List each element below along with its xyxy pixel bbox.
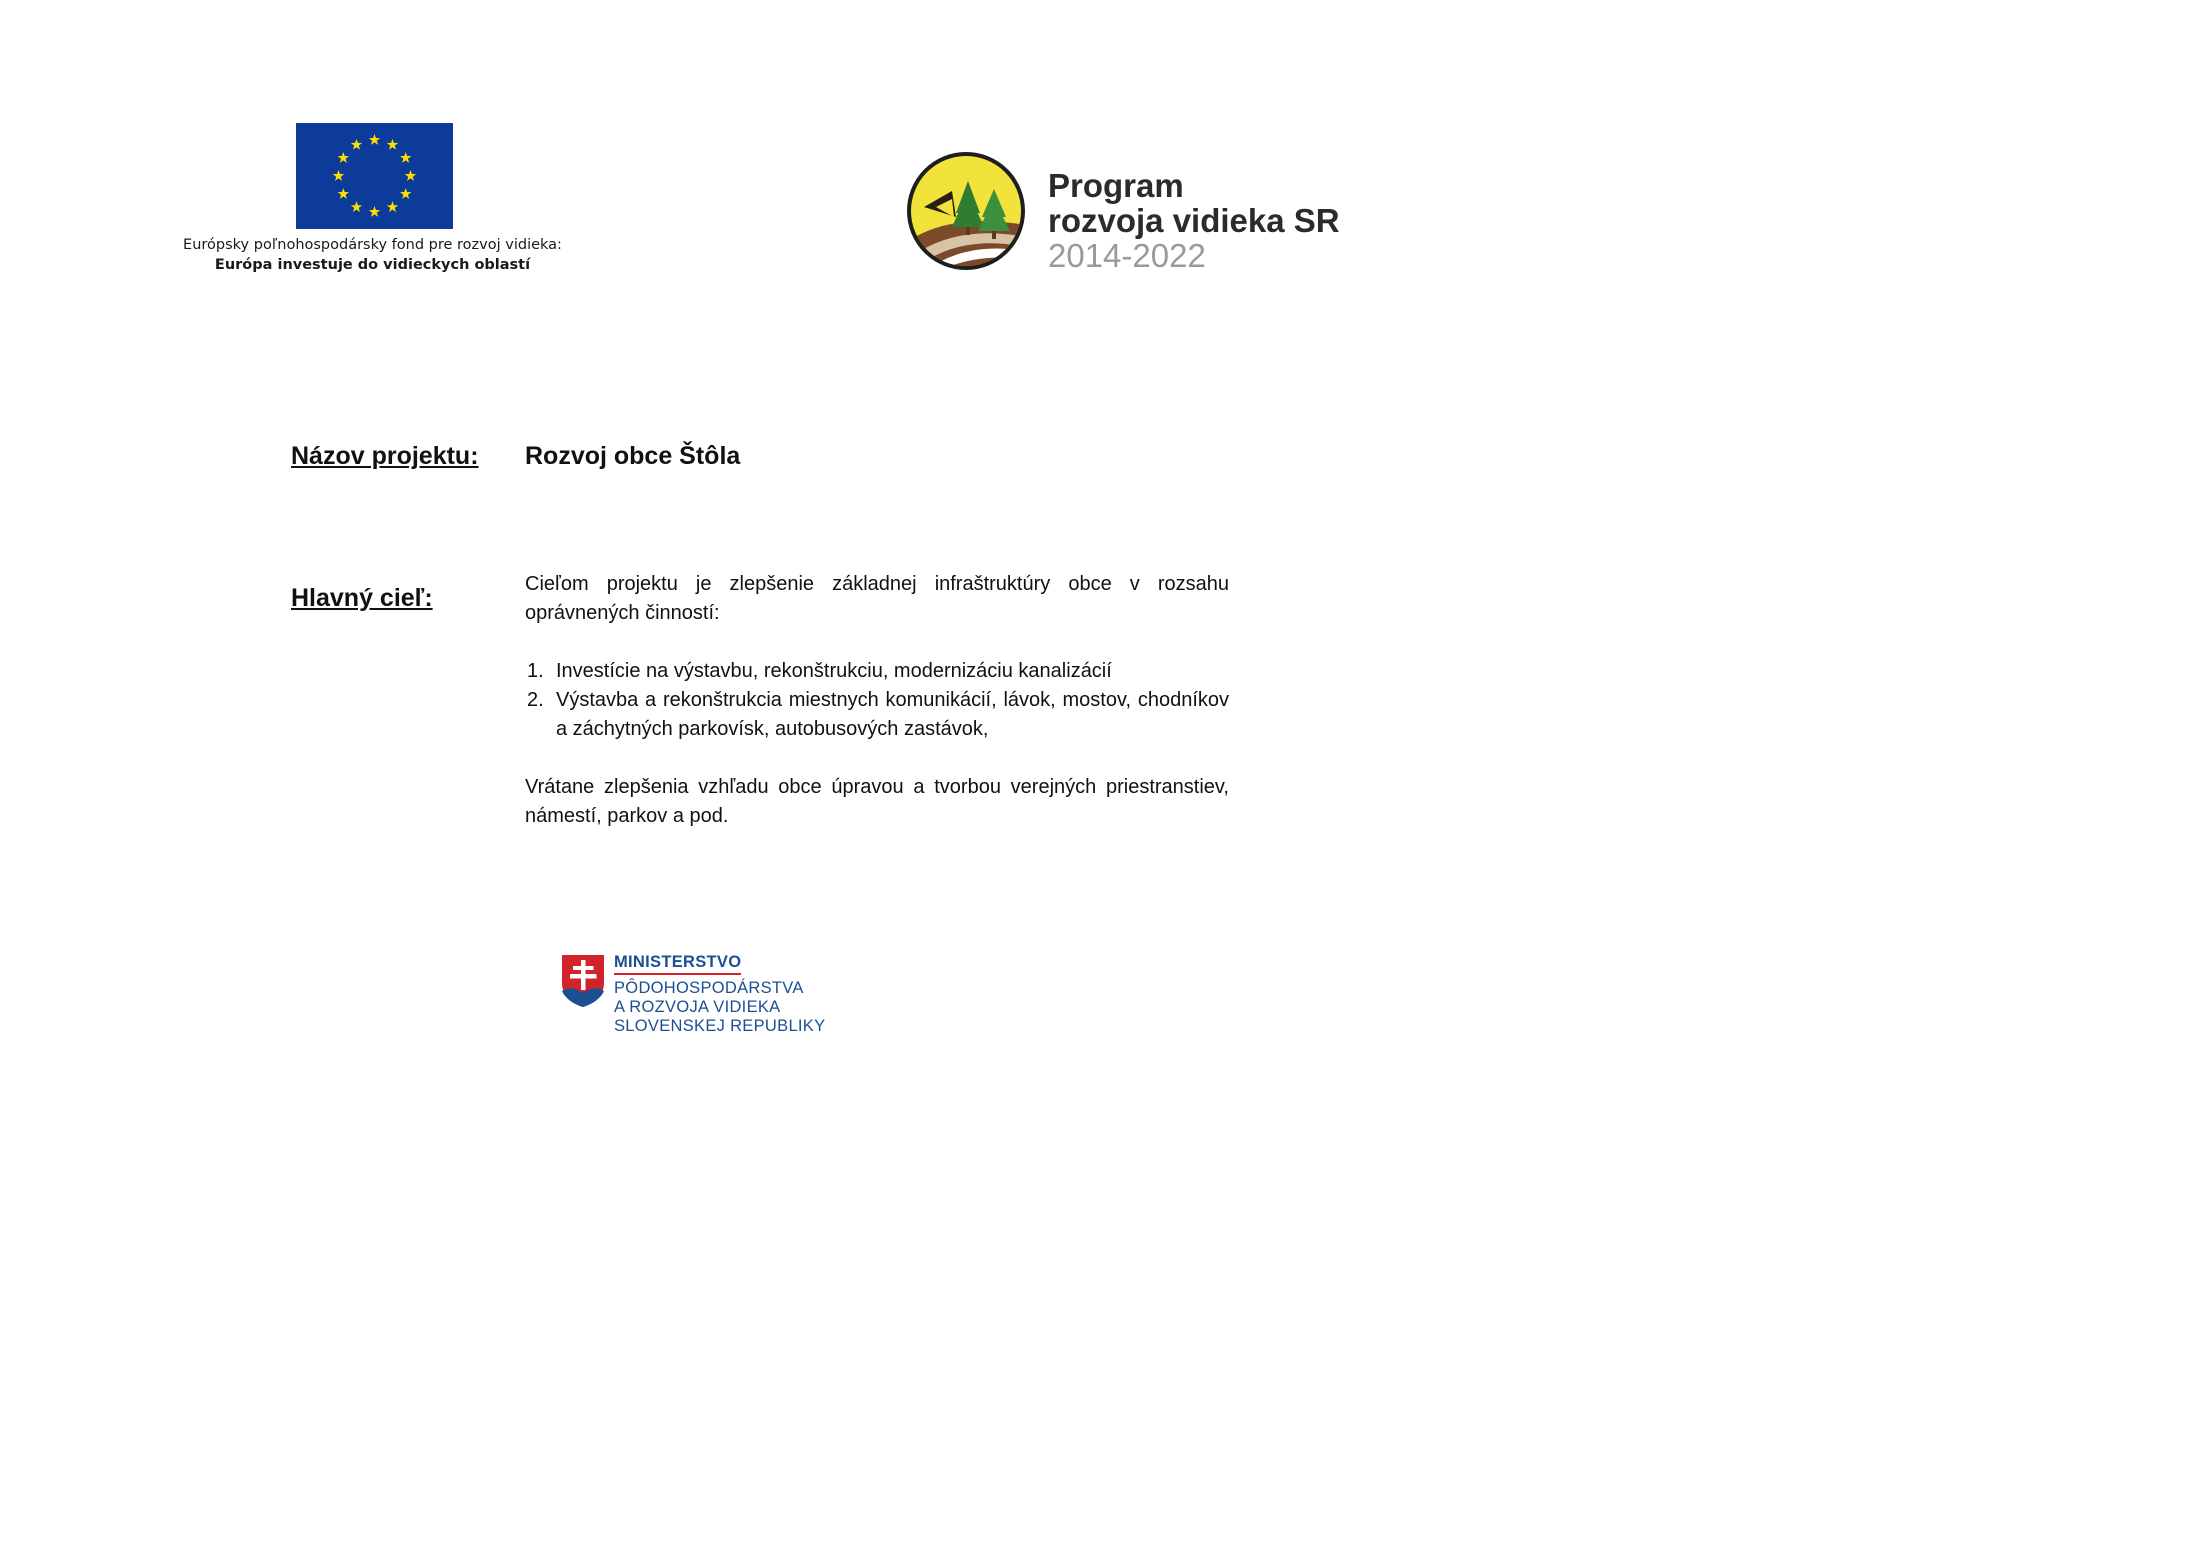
main-goal-label: Hlavný cieľ: bbox=[291, 584, 433, 612]
ministry-line1: MINISTERSTVO bbox=[614, 953, 741, 975]
project-name-label: Názov projektu: bbox=[291, 442, 479, 470]
goal-outro: Vrátane zlepšenia vzhľadu obce úpravou a tvorbou verejných priestranstiev, námestí, parkov a pod. bbox=[525, 776, 1229, 827]
ministry-line2: PÔDOHOSPODÁRSTVA bbox=[614, 979, 804, 997]
list-item-text: Investície na výstavbu, rekonštrukciu, modernizáciu kanalizácií bbox=[556, 660, 1112, 682]
prv-title-years: 2014-2022 bbox=[1048, 237, 1206, 274]
ministry-line4: SLOVENSKEJ REPUBLIKY bbox=[614, 1017, 826, 1035]
prv-program-title bbox=[1048, 168, 1340, 273]
goal-intro: Cieľom projektu je zlepšenie základnej infraštruktúry obce v rozsahu oprávnených činností: bbox=[525, 573, 1229, 624]
prv-title-line1: Program bbox=[1048, 167, 1184, 204]
eu-caption-line2: Európa investuje do vidieckych oblastí bbox=[214, 257, 531, 273]
ministry-logo-text bbox=[614, 953, 825, 1036]
eu-flag-logo bbox=[296, 123, 453, 229]
goal-activities-list bbox=[525, 657, 1229, 744]
list-item-number: 1. bbox=[527, 660, 544, 682]
list-item-text: Výstavba a rekonštrukcia miestnych komunikácií, lávok, mostov, chodníkov a záchytných parkovísk, autobusových zastávok, bbox=[556, 689, 1229, 740]
eu-fund-caption bbox=[160, 235, 585, 275]
main-goal-description bbox=[525, 570, 1229, 831]
ministry-line3: A ROZVOJA VIDIEKA bbox=[614, 998, 781, 1016]
eu-caption-line1: Európsky poľnohospodársky fond pre rozvoj vidieka: bbox=[183, 237, 562, 253]
list-item bbox=[525, 657, 1229, 686]
list-item-number: 2. bbox=[527, 689, 544, 711]
project-name-value: Rozvoj obce Štôla bbox=[525, 442, 741, 470]
list-item bbox=[525, 686, 1229, 744]
prv-title-line2: rozvoja vidieka SR bbox=[1048, 202, 1340, 239]
slovak-coat-of-arms-icon bbox=[560, 953, 606, 1008]
prv-emblem-logo bbox=[906, 151, 1026, 271]
